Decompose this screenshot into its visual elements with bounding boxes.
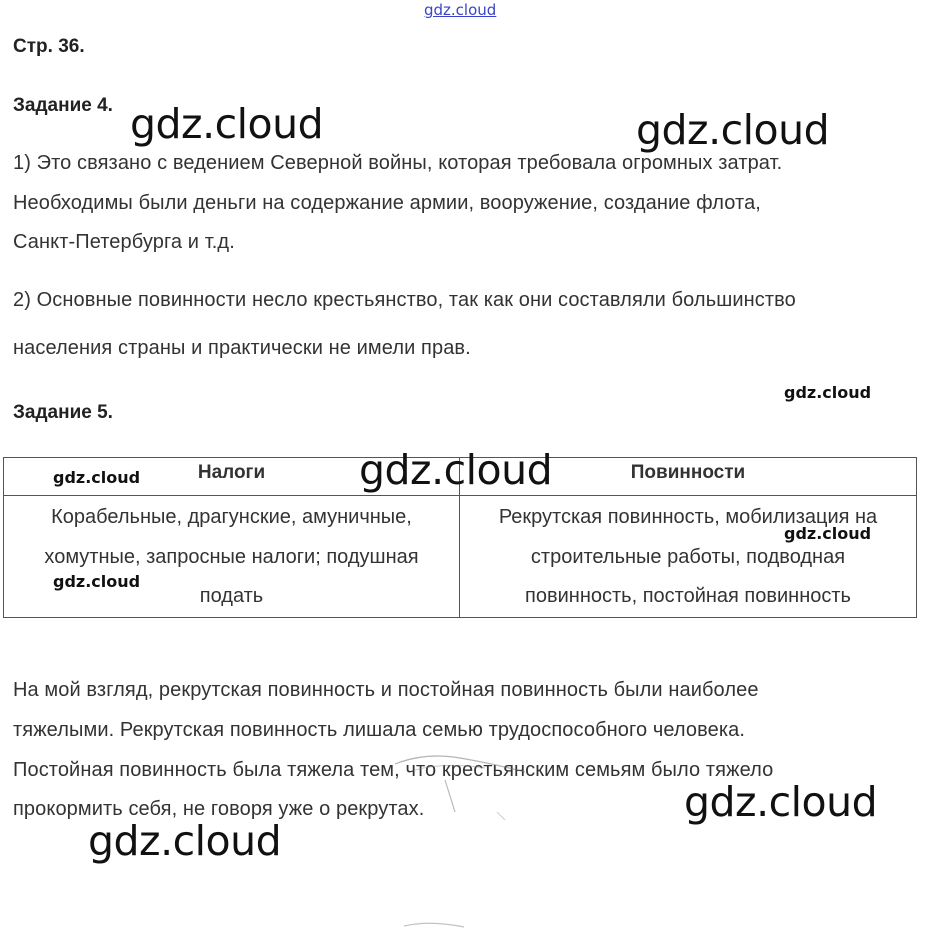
watermark-small: gdz.cloud [784, 524, 872, 543]
task5-title: Задание 5. [13, 402, 113, 423]
task4-answer2-line2: населения страны и практически не имели прав. [13, 337, 471, 359]
task4-answer2-line1: 2) Основные повинности несло крестьянство, так как они составляли большинство [13, 289, 796, 311]
cell-duties-line2: строительные работы, подводная [530, 545, 846, 568]
watermark-large: gdz.cloud [684, 778, 878, 826]
cell-duties-line1: Рекрутская повинность, мобилизация на [498, 506, 878, 528]
cell-taxes-line1: Корабельные, драгунские, амуничные, [51, 506, 412, 528]
table-row [4, 496, 917, 618]
cell-duties-line3: повинность, постойная повинность [525, 585, 851, 607]
watermark-large: gdz.cloud [359, 446, 553, 494]
cell-taxes-line3: подать [199, 585, 264, 607]
cell-taxes-line2: хомутные, запросные налоги; подушная [44, 545, 419, 568]
task4-answer1-line1: 1) Это связано с ведением Северной войны, которая требовала огромных затрат. [13, 152, 783, 174]
watermark-large: gdz.cloud [636, 106, 830, 154]
watermark-small: gdz.cloud [53, 572, 141, 591]
conclusion-line2: тяжелыми. Рекрутская повинность лишала семью трудоспособного человека. [13, 719, 746, 741]
conclusion-line1: На мой взгляд, рекрутская повинность и постойная повинность были наиболее [13, 679, 759, 701]
cell-duties [460, 496, 917, 618]
conclusion-line4: прокормить себя, не говоря уже о рекрутах. [13, 798, 425, 820]
task4-answer1-line2: Необходимы были деньги на содержание армии, вооружение, создание флота, [13, 192, 761, 214]
scribble-mark [385, 750, 535, 830]
scribble-mark-bottom [400, 918, 470, 932]
task4-title: Задание 4. [13, 95, 113, 116]
page-number-header: Стр. 36. [13, 36, 85, 57]
header-taxes: Налоги [4, 458, 460, 496]
task4-answer1-line3: Санкт-Петербурга и т.д. [13, 231, 235, 253]
watermark-large: gdz.cloud [88, 817, 282, 865]
watermark-small: gdz.cloud [53, 468, 141, 487]
cell-taxes [4, 496, 460, 618]
watermark-small: gdz.cloud [784, 383, 872, 402]
top-watermark-link[interactable]: gdz.cloud [424, 1, 497, 19]
header-duties: Повинности [460, 458, 917, 496]
conclusion-line3: Постойная повинность была тяжела тем, что крестьянским семьям было тяжело [13, 759, 774, 781]
watermark-large: gdz.cloud [130, 100, 324, 148]
